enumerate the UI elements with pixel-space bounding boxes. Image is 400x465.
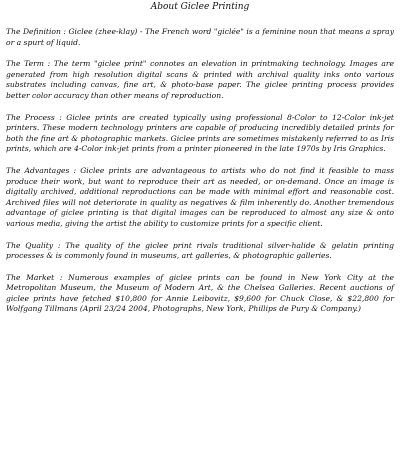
section-term: The Term : The term "giclee print" connotes an elevation in printmaking technology. Images are generated from high resolution digital scans & printed with archival quality inks onto various substrates including canvas, fine art, & photo-base paper. The giclee printing process provides better color accuracy than other means of reproduction. [6,59,394,100]
section-market: The Market : Numerous examples of giclee prints can be found in New York City at the Metropolitan Museum, the Museum of Modern Art, & the Chelsea Galleries. Recent auctions of giclee prints have fetched $10,800 for Annie Leibovitz, $9,600 for Chuck Close, & $22,800 for Wolfgang Tillmans (April 23/24 2004, Photographs, New York, Phillips de Pury & Company.) [6,272,394,314]
section-quality: The Quality : The quality of the giclee print rivals traditional silver-halide & gelatin printing processes & is commonly found in museums, art galleries, & photographic galleries. [6,240,394,261]
section-process: The Process : Giclee prints are created typically using professional 8-Color to 12-Color ink-jet printers. These modern technology printers are capable of producing incredibly detailed prints for both the fine art & photographic markets. Giclee prints are sometimes mistakenly referred to as Iris prints, which are 4-Color ink-jet prints from a printer pioneered in the late 1970s by Iris Graphics. [6,112,394,154]
section-definition: The Definition : Giclee (zhee-klay) - The French word "giclée" is a feminine noun that means a spray or a spurt of liquid. [6,27,394,47]
section-advantages: The Advantages : Giclee prints are advantageous to artists who do not find it feasible to mass produce their work, but want to reproduce their art as needed, or on-demand. Once an image is digitally archived, additional reproductions can be made with minimal effort and reasonable cost. Archived files will not deteriorate in quality as negatives & film inherently do. Another tremendous advantage of giclee printing is that digital images can be reproduced to almost any size & onto various media, giving the artist the ability to customize prints for a specific client. [6,165,394,228]
document-title: About Giclee Printing [150,2,250,12]
